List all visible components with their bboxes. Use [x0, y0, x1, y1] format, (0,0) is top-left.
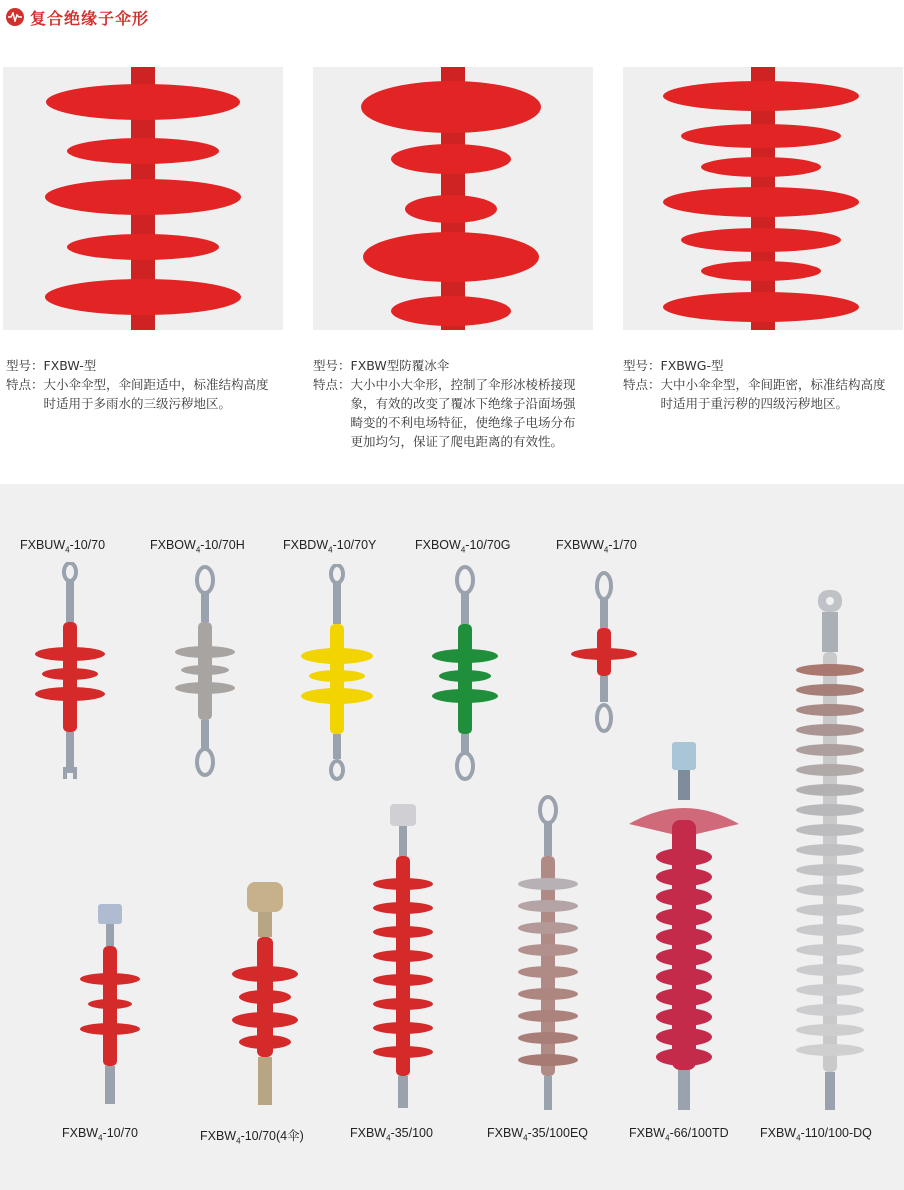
insulator-fxbdw	[297, 564, 377, 784]
insulator-fxbw-35-100	[368, 804, 438, 1114]
feature-text: 大小中小大伞形，控制了伞形冰棱桥接现 象，有效的改变了覆冰下绝缘子沿面场强 畸变的不利电场特征，使绝缘子电场分布 更加均匀，保证了爬电距离的有效性。	[350, 377, 576, 449]
insulator-fxbow-g	[425, 564, 505, 784]
type-desc-1	[6, 356, 296, 413]
shed-photo-fxbw-anti-icing	[313, 67, 593, 330]
pulse-icon	[6, 8, 24, 26]
model-value: FXBW型防覆冰伞	[350, 358, 450, 373]
page-title: 复合绝缘子伞形	[30, 8, 150, 28]
product-caption-fxbw-110-100-dq: $FXBW_4-110/100-DQ$	[760, 1126, 872, 1143]
product-caption-fxbdw: $FXBDW_4-10/70Y$	[283, 538, 377, 555]
product-caption-fxbw-10-70: $FXBW_4-10/70$	[62, 1126, 139, 1143]
insulator-fxbuw	[25, 562, 115, 782]
model-label: 型号：	[313, 358, 351, 373]
insulator-fxbw-110-100-dq	[790, 590, 870, 1114]
type-desc-2	[313, 356, 603, 451]
insulator-fxbw-66-100td	[624, 742, 744, 1114]
product-caption-fxbuw: $FXBUW_4-10/70$	[20, 538, 106, 555]
feature-label: 特点：	[6, 377, 44, 392]
product-caption-fxbw-35-100eq: $FXBW_4-35/100EQ$	[487, 1126, 589, 1143]
insulator-fxbww	[567, 570, 641, 740]
product-caption-fxbw-66-100td: $FXBW_4-66/100TD$	[629, 1126, 729, 1143]
product-caption-fxbow-h: $FXBOW_4-10/70H$	[150, 538, 245, 555]
model-value: FXBWG-型	[660, 358, 724, 373]
product-caption-fxbww: $FXBWW_4-1/70$	[556, 538, 637, 555]
model-label: 型号：	[6, 358, 44, 373]
product-caption-fxbw-35-100: $FXBW_4-35/100$	[350, 1126, 433, 1143]
feature-text: 大小伞伞型，伞间距适中，标准结构高度 时适用于多雨水的三级污秽地区。	[43, 377, 269, 411]
feature-text: 大中小伞伞型，伞间距密，标准结构高度 时适用于重污秽的四级污秽地区。	[660, 377, 886, 411]
insulator-fxbw-10-70-4-shed	[225, 882, 305, 1110]
insulator-fxbw-35-100eq	[508, 794, 588, 1114]
feature-label: 特点：	[313, 377, 351, 392]
insulator-fxbw-10-70	[70, 904, 150, 1104]
product-gallery	[0, 484, 904, 1190]
product-caption-fxbow-g: $FXBOW_4-10/70G$	[415, 538, 511, 555]
section-header	[6, 6, 149, 28]
model-value: FXBW-型	[43, 358, 97, 373]
feature-label: 特点：	[623, 377, 661, 392]
insulator-fxbow-h	[165, 564, 245, 779]
shed-photo-fxbwg	[623, 67, 903, 330]
type-desc-3	[623, 356, 903, 413]
product-caption-fxbw-10-70-4-shed: $FXBW_4-10/70(4$伞)	[200, 1129, 304, 1146]
model-label: 型号：	[623, 358, 661, 373]
shed-photo-fxbw	[3, 67, 283, 330]
